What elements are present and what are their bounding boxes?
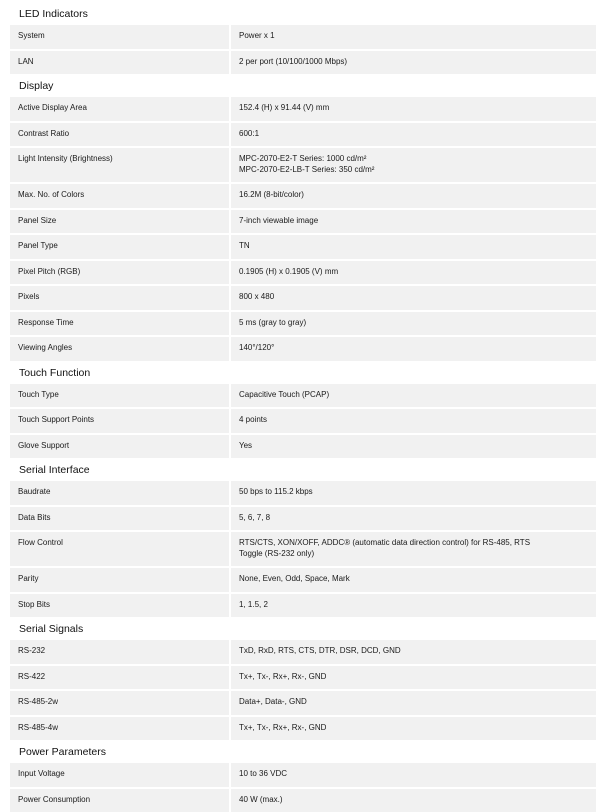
spec-value-line: 140°/120° — [239, 343, 588, 354]
spec-label: RS-485-4w — [10, 717, 229, 741]
spec-value — [231, 384, 596, 408]
spec-value — [231, 261, 596, 285]
spec-value — [231, 532, 596, 566]
spec-value — [231, 51, 596, 75]
spec-value-line: 152.4 (H) x 91.44 (V) mm — [239, 103, 588, 114]
spec-row — [10, 640, 596, 664]
spec-row — [10, 51, 596, 75]
spec-value-line: 16.2M (8-bit/color) — [239, 190, 588, 201]
spec-label: Pixel Pitch (RGB) — [10, 261, 229, 285]
section-title: Touch Function — [10, 363, 596, 384]
spec-label: Flow Control — [10, 532, 229, 566]
spec-label: LAN — [10, 51, 229, 75]
spec-value-line: Yes — [239, 441, 588, 452]
spec-value-line: 10 to 36 VDC — [239, 769, 588, 780]
spec-label: Panel Type — [10, 235, 229, 259]
spec-value-line: 0.1905 (H) x 0.1905 (V) mm — [239, 267, 588, 278]
spec-value-line: MPC-2070-E2-T Series: 1000 cd/m² — [239, 154, 588, 165]
spec-value-line: 2 per port (10/100/1000 Mbps) — [239, 57, 588, 68]
spec-row — [10, 481, 596, 505]
spec-row — [10, 568, 596, 592]
spec-row — [10, 210, 596, 234]
spec-value — [231, 640, 596, 664]
spec-value-line: 5, 6, 7, 8 — [239, 513, 588, 524]
spec-value — [231, 184, 596, 208]
spec-value-line: None, Even, Odd, Space, Mark — [239, 574, 588, 585]
spec-row — [10, 409, 596, 433]
spec-section — [10, 4, 596, 74]
section-title: Display — [10, 76, 596, 97]
spec-row — [10, 532, 596, 566]
spec-row — [10, 123, 596, 147]
spec-value-line: Tx+, Tx-, Rx+, Rx-, GND — [239, 672, 588, 683]
spec-row — [10, 312, 596, 336]
spec-value — [231, 691, 596, 715]
spec-label: RS-485-2w — [10, 691, 229, 715]
spec-value-line: 800 x 480 — [239, 292, 588, 303]
spec-row — [10, 507, 596, 531]
spec-value — [231, 789, 596, 812]
spec-value — [231, 97, 596, 121]
spec-label: Contrast Ratio — [10, 123, 229, 147]
spec-section — [10, 742, 596, 812]
spec-value — [231, 763, 596, 787]
spec-label: Pixels — [10, 286, 229, 310]
spec-value-line: 4 points — [239, 415, 588, 426]
spec-value-line: TxD, RxD, RTS, CTS, DTR, DSR, DCD, GND — [239, 646, 588, 657]
spec-value-line: 1, 1.5, 2 — [239, 600, 588, 611]
spec-label: Glove Support — [10, 435, 229, 459]
spec-label: Stop Bits — [10, 594, 229, 618]
spec-value — [231, 481, 596, 505]
spec-value — [231, 210, 596, 234]
spec-value-line: Tx+, Tx-, Rx+, Rx-, GND — [239, 723, 588, 734]
spec-row — [10, 789, 596, 812]
spec-value — [231, 568, 596, 592]
spec-label: Light Intensity (Brightness) — [10, 148, 229, 182]
spec-value — [231, 594, 596, 618]
spec-value — [231, 666, 596, 690]
spec-value — [231, 435, 596, 459]
spec-value — [231, 235, 596, 259]
spec-label: Parity — [10, 568, 229, 592]
spec-value-line: Toggle (RS-232 only) — [239, 549, 588, 560]
spec-label: RS-232 — [10, 640, 229, 664]
spec-row — [10, 384, 596, 408]
spec-value-line: 40 W (max.) — [239, 795, 588, 806]
spec-row — [10, 763, 596, 787]
spec-section — [10, 619, 596, 740]
spec-value — [231, 25, 596, 49]
spec-value-line: Capacitive Touch (PCAP) — [239, 390, 588, 401]
spec-label: RS-422 — [10, 666, 229, 690]
spec-value-line: 50 bps to 115.2 kbps — [239, 487, 588, 498]
spec-value — [231, 409, 596, 433]
spec-value-line: 7-inch viewable image — [239, 216, 588, 227]
spec-row — [10, 261, 596, 285]
spec-row — [10, 184, 596, 208]
section-title: Serial Interface — [10, 460, 596, 481]
spec-value — [231, 717, 596, 741]
spec-row — [10, 717, 596, 741]
spec-row — [10, 435, 596, 459]
spec-value-line: RTS/CTS, XON/XOFF, ADDC® (automatic data direction control) for RS-485, RTS — [239, 538, 588, 549]
spec-row — [10, 286, 596, 310]
spec-label: Viewing Angles — [10, 337, 229, 361]
spec-label: Response Time — [10, 312, 229, 336]
spec-value-line: TN — [239, 241, 588, 252]
spec-section — [10, 76, 596, 361]
spec-row — [10, 25, 596, 49]
spec-row — [10, 666, 596, 690]
spec-label: Power Consumption — [10, 789, 229, 812]
spec-section — [10, 363, 596, 459]
spec-value — [231, 337, 596, 361]
spec-label: Panel Size — [10, 210, 229, 234]
spec-row — [10, 691, 596, 715]
spec-value-line: MPC-2070-E2-LB-T Series: 350 cd/m² — [239, 165, 588, 176]
spec-row — [10, 235, 596, 259]
spec-label: Max. No. of Colors — [10, 184, 229, 208]
spec-label: Data Bits — [10, 507, 229, 531]
spec-value-line: Data+, Data-, GND — [239, 697, 588, 708]
section-title: Serial Signals — [10, 619, 596, 640]
spec-label: Touch Support Points — [10, 409, 229, 433]
spec-label: System — [10, 25, 229, 49]
spec-row — [10, 97, 596, 121]
spec-value — [231, 148, 596, 182]
spec-row — [10, 148, 596, 182]
spec-value — [231, 507, 596, 531]
spec-value-line: Power x 1 — [239, 31, 588, 42]
spec-row — [10, 594, 596, 618]
spec-row — [10, 337, 596, 361]
spec-label: Touch Type — [10, 384, 229, 408]
spec-label: Active Display Area — [10, 97, 229, 121]
spec-section — [10, 460, 596, 617]
spec-label: Baudrate — [10, 481, 229, 505]
spec-value-line: 600:1 — [239, 129, 588, 140]
spec-value-line: 5 ms (gray to gray) — [239, 318, 588, 329]
spec-label: Input Voltage — [10, 763, 229, 787]
section-title: Power Parameters — [10, 742, 596, 763]
section-title: LED Indicators — [10, 4, 596, 25]
spec-value — [231, 312, 596, 336]
spec-value — [231, 123, 596, 147]
spec-value — [231, 286, 596, 310]
